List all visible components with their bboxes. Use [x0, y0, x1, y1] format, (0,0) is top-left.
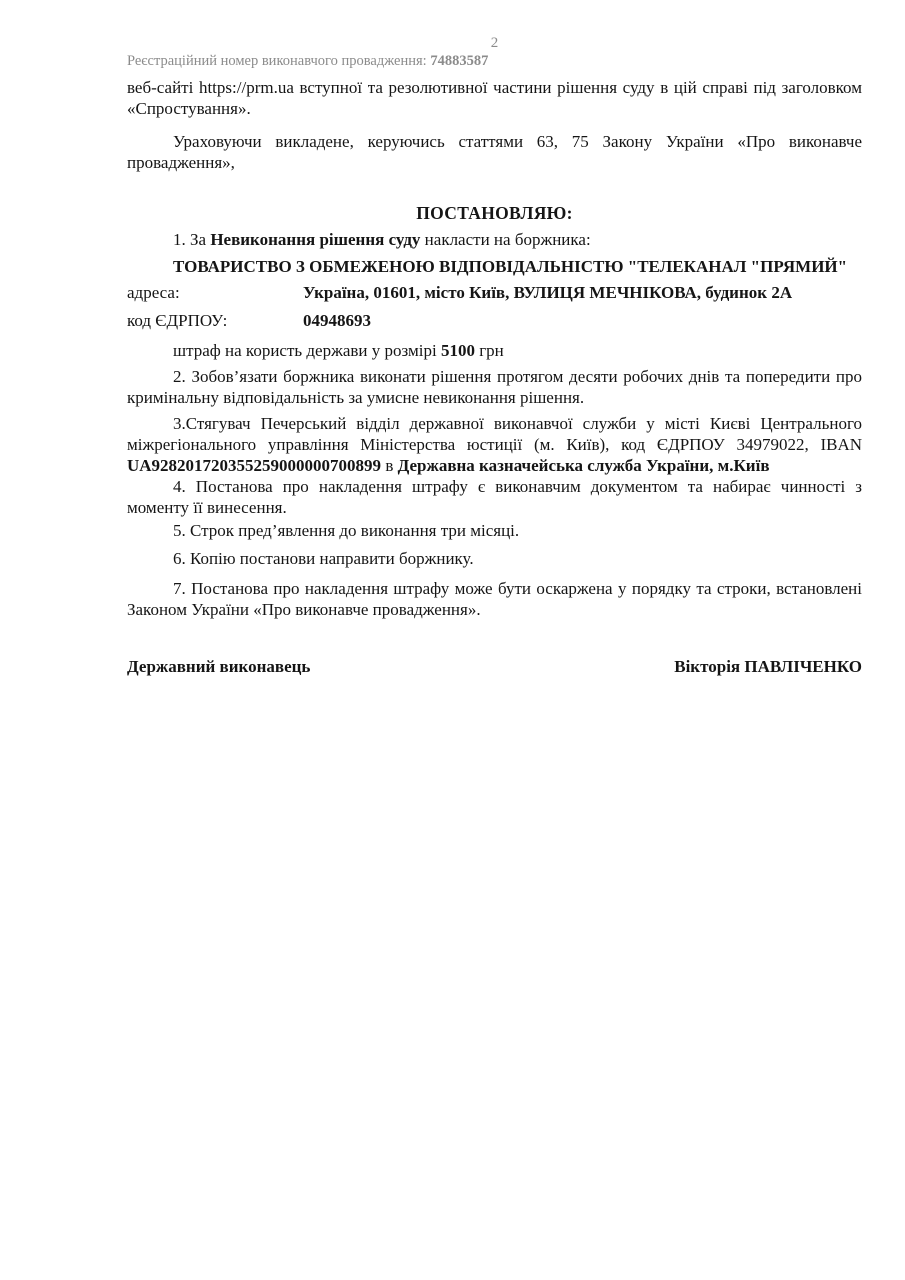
edrpou-row	[127, 310, 862, 331]
registration-number-line	[127, 53, 862, 70]
executor-name: Вікторія ПАВЛІЧЕНКО	[674, 657, 862, 676]
fine-prefix: штраф на користь держави у розмірі	[173, 341, 441, 360]
address-label: адреса:	[127, 283, 180, 302]
item-3-prefix: 3.Стягувач Печерський відділ державної виконавчої служби у місті Києві Центрального міжрегіонального управління Міністерства юстиції (м. Київ), код ЄДРПОУ 34979022, IBAN	[127, 414, 862, 454]
paragraph-considering: Ураховуючи викладене, керуючись статтями 63, 75 Закону України «Про виконавче провадження»,	[127, 132, 862, 172]
address-value: Україна, 01601, місто Київ, ВУЛИЦЯ МЕЧНІКОВА, будинок 2А	[303, 283, 793, 302]
paragraph-item-1	[127, 229, 862, 250]
paragraph-item-3	[127, 413, 862, 476]
fine-line	[127, 340, 862, 361]
fine-amount: 5100	[440, 341, 475, 360]
paragraph-item-2: 2. Зобов’язати боржника виконати рішення протягом десяти робочих днів та попередити про кримінальну відповідальність за умисне невиконання рішення.	[127, 367, 862, 407]
item-1-prefix: 1. За	[173, 230, 211, 249]
paragraph-item-6: 6. Копію постанови направити боржнику.	[173, 549, 474, 568]
item-1-violation: Невиконання рішення суду	[210, 230, 421, 249]
registration-number-label: Реєстраційний номер виконавчого провадження:	[127, 53, 427, 69]
resolution-heading: ПОСТАНОВЛЯЮ:	[416, 203, 573, 223]
item-3-iban: UA928201720355259000000700899	[127, 456, 382, 475]
item-3-middle: в	[381, 456, 398, 475]
item-3-treasury: Державна казначейська служба України, м.Київ	[397, 456, 770, 475]
edrpou-label: код ЄДРПОУ:	[127, 311, 228, 330]
edrpou-value: 04948693	[303, 311, 371, 330]
debtor-name: ТОВАРИСТВО З ОБМЕЖЕНОЮ ВІДПОВІДАЛЬНІСТЮ "ТЕЛЕКАНАЛ "ПРЯМИЙ"	[173, 257, 848, 276]
executor-role: Державний виконавець	[127, 657, 311, 676]
item-1-suffix: накласти на боржника:	[420, 230, 591, 249]
paragraph-item-5: 5. Строк пред’явлення до виконання три місяці.	[173, 521, 520, 540]
page-number: 2	[490, 35, 499, 51]
address-row	[127, 282, 862, 303]
paragraph-item-4: 4. Постанова про накладення штрафу є виконавчим документом та набирає чинності з моменту її винесення.	[127, 477, 862, 517]
fine-suffix: грн	[474, 341, 504, 360]
signature-row	[127, 656, 862, 677]
paragraph-continuation: веб-сайті https://prm.ua вступної та резолютивної частини рішення суду в цій справі під заголовком «Спростування».	[127, 78, 862, 118]
registration-number-value: 74883587	[430, 53, 489, 69]
paragraph-item-7: 7. Постанова про накладення штрафу може бути оскаржена у порядку та строки, встановлені Законом України «Про виконавче провадження».	[127, 579, 862, 619]
